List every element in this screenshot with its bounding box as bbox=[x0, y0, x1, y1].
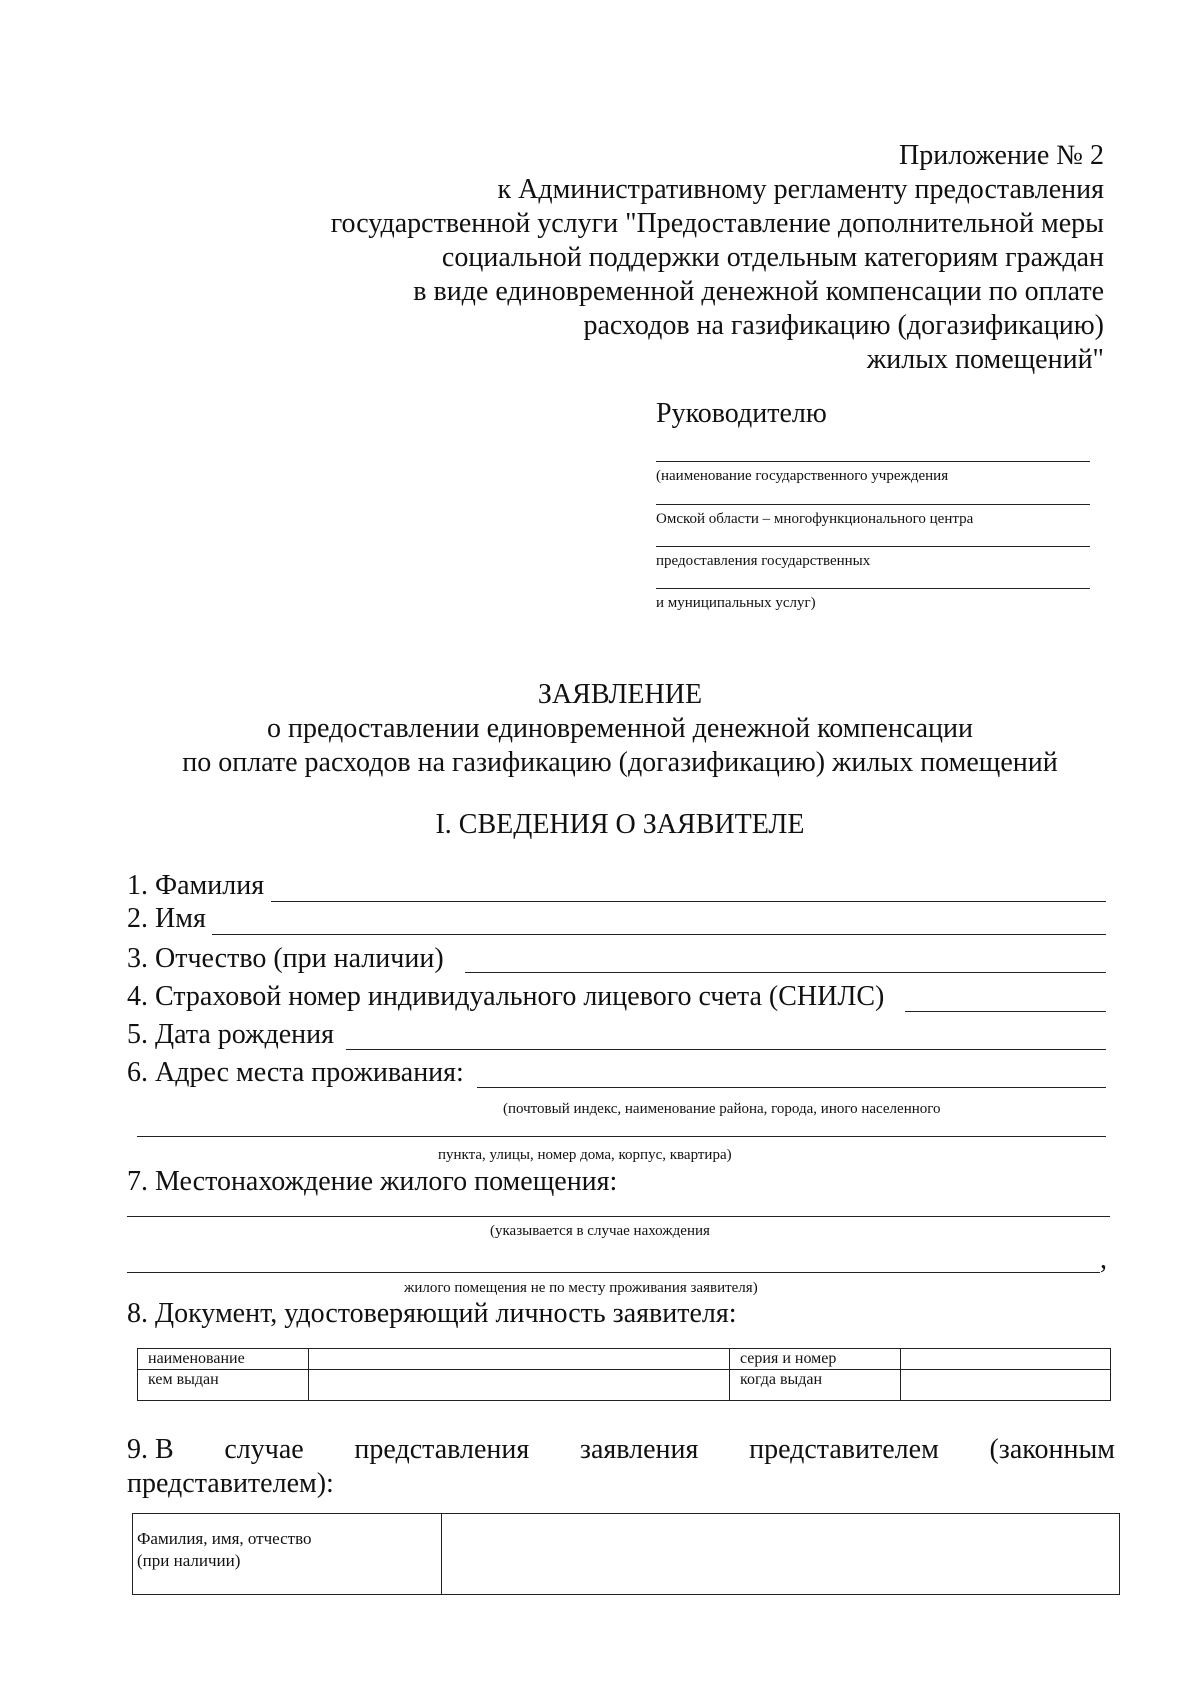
field-name-label: 2. Имя bbox=[127, 903, 206, 934]
id-issued-by-label-cell: кем выдан bbox=[138, 1370, 309, 1401]
f9-word: представителем bbox=[749, 1434, 939, 1465]
addressee-label: Руководителю bbox=[656, 398, 827, 429]
field-birthdate-label: 5. Дата рождения bbox=[127, 1019, 334, 1050]
addressee-line[interactable] bbox=[656, 546, 1090, 547]
appendix-line: расходов на газификацию (догазификацию) bbox=[583, 310, 1104, 341]
dwelling-location-input-line[interactable] bbox=[127, 1216, 1110, 1217]
field-id-document-label: 8. Документ, удостоверяющий личность заявителя: bbox=[127, 1298, 737, 1329]
appendix-line: в виде единовременной денежной компенсации по оплате bbox=[413, 276, 1104, 307]
rep-fio-label-cell bbox=[133, 1514, 442, 1595]
f9-word: 9. В bbox=[127, 1434, 174, 1465]
appendix-line: государственной услуги "Предоставление дополнительной меры bbox=[330, 208, 1104, 239]
surname-input-line[interactable] bbox=[271, 901, 1106, 902]
addressee-hint: (наименование государственного учреждения bbox=[656, 468, 949, 484]
addressee-line[interactable] bbox=[656, 588, 1090, 589]
id-name-value-cell[interactable] bbox=[309, 1349, 730, 1370]
rep-fio-label: Фамилия, имя, отчество bbox=[137, 1529, 312, 1548]
addressee-hint: предоставления государственных bbox=[656, 553, 871, 569]
patronymic-input-line[interactable] bbox=[465, 972, 1106, 973]
address-hint: пункта, улицы, номер дома, корпус, квартира) bbox=[438, 1147, 732, 1163]
statement-title: ЗАЯВЛЕНИЕ bbox=[537, 679, 703, 710]
f9-word: (законным bbox=[989, 1434, 1115, 1465]
snils-input-line[interactable] bbox=[905, 1011, 1106, 1012]
id-issued-date-label-cell: когда выдан bbox=[730, 1370, 901, 1401]
appendix-line: социальной поддержки отдельным категориям граждан bbox=[441, 242, 1104, 273]
field-representative-line-2: представителем): bbox=[127, 1468, 334, 1499]
rep-fio-label-2: (при наличии) bbox=[137, 1551, 241, 1570]
representative-table bbox=[132, 1513, 1120, 1595]
field-address-label: 6. Адрес места проживания: bbox=[127, 1057, 464, 1088]
appendix-line: к Административному регламенту предоставления bbox=[497, 174, 1104, 205]
field-representative-line bbox=[127, 1434, 1115, 1466]
address-input-line-2[interactable] bbox=[137, 1136, 1106, 1137]
dwelling-location-input-line-2[interactable] bbox=[127, 1272, 1100, 1273]
dwelling-location-hint: (указывается в случае нахождения bbox=[490, 1223, 710, 1239]
id-issued-date-value-cell[interactable] bbox=[901, 1370, 1111, 1401]
statement-subtitle: о предоставлении единовременной денежной компенсации bbox=[267, 713, 973, 744]
f9-word: случае bbox=[224, 1434, 304, 1465]
appendix-line: жилых помещений" bbox=[866, 344, 1104, 375]
f9-word: заявления bbox=[579, 1434, 699, 1465]
f9-word: представления bbox=[354, 1434, 530, 1465]
field-surname-label: 1. Фамилия bbox=[127, 870, 265, 901]
id-series-value-cell[interactable] bbox=[901, 1349, 1111, 1370]
table-row bbox=[133, 1514, 1120, 1595]
id-name-label-cell: наименование bbox=[138, 1349, 309, 1370]
id-document-table bbox=[137, 1348, 1111, 1401]
field-dwelling-location-label: 7. Местонахождение жилого помещения: bbox=[127, 1166, 618, 1197]
comma: , bbox=[1100, 1244, 1107, 1275]
table-row bbox=[138, 1370, 1111, 1401]
addressee-hint: Омской области – многофункционального центра bbox=[656, 511, 974, 527]
addressee-line[interactable] bbox=[656, 504, 1090, 505]
addressee-hint: и муниципальных услуг) bbox=[656, 595, 816, 611]
appendix-title: Приложение № 2 bbox=[899, 140, 1104, 171]
table-row bbox=[138, 1349, 1111, 1370]
dwelling-location-hint: жилого помещения не по месту проживания заявителя) bbox=[404, 1280, 758, 1296]
rep-fio-value-cell[interactable] bbox=[442, 1514, 1120, 1595]
addressee-line[interactable] bbox=[656, 461, 1090, 462]
address-hint: (почтовый индекс, наименование района, города, иного населенного bbox=[503, 1101, 941, 1117]
name-input-line[interactable] bbox=[212, 934, 1106, 935]
field-patronymic-label: 3. Отчество (при наличии) bbox=[127, 943, 444, 974]
field-snils-label: 4. Страховой номер индивидуального лицевого счета (СНИЛС) bbox=[127, 981, 885, 1012]
birthdate-input-line[interactable] bbox=[346, 1049, 1106, 1050]
address-input-line[interactable] bbox=[477, 1087, 1106, 1088]
statement-subtitle: по оплате расходов на газификацию (догазификацию) жилых помещений bbox=[182, 747, 1058, 778]
id-issued-by-value-cell[interactable] bbox=[309, 1370, 730, 1401]
id-series-label-cell: серия и номер bbox=[730, 1349, 901, 1370]
section-title: I. СВЕДЕНИЯ О ЗАЯВИТЕЛЕ bbox=[435, 809, 805, 840]
